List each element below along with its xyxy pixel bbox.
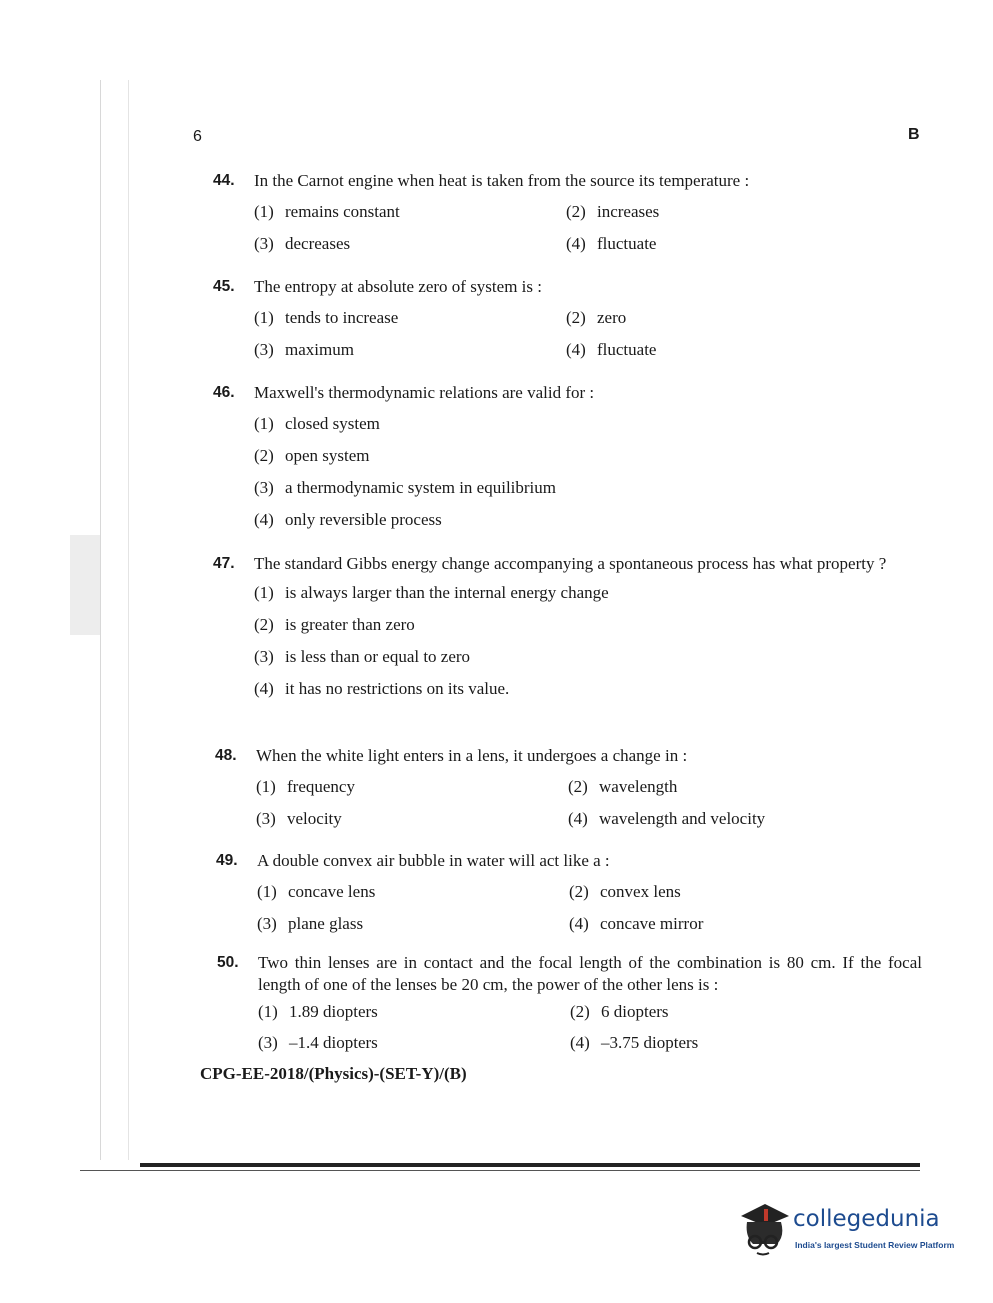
option-4: (4) fluctuate [566, 234, 657, 253]
graduate-mascot-icon [735, 1196, 791, 1258]
question-45 [213, 276, 918, 372]
paper-code: CPG-EE-2018/(Physics)-(SET-Y)/(B) [200, 1064, 467, 1083]
footer-rule [140, 1163, 920, 1167]
question-text: The entropy at absolute zero of system is : [254, 277, 542, 296]
question-44 [213, 170, 918, 266]
question-number: 46. [213, 384, 235, 401]
scan-margin-line [100, 80, 101, 1160]
question-number: 48. [215, 747, 237, 764]
question-text: Maxwell's thermodynamic relations are valid for : [254, 383, 595, 402]
question-number: 49. [216, 852, 238, 869]
collegedunia-watermark [735, 1196, 965, 1261]
option-4: (4) only reversible process [254, 510, 442, 529]
set-mark: B [908, 126, 920, 143]
question-46 [213, 382, 918, 542]
question-number: 50. [217, 954, 239, 971]
question-number: 45. [213, 278, 235, 295]
question-48 [215, 745, 920, 841]
scan-margin-line [128, 80, 129, 1160]
question-47 [213, 553, 918, 711]
page-number: 6 [193, 128, 202, 145]
option-3: (3) decreases [254, 234, 351, 253]
option-1: (1) tends to increase [254, 308, 399, 327]
footer-rule-thin [80, 1170, 920, 1171]
question-number: 47. [213, 555, 235, 572]
option-3: (3) velocity [256, 809, 342, 828]
option-1: (1) 1.89 diopters [258, 1002, 378, 1021]
option-4: (4) wavelength and velocity [568, 809, 766, 828]
question-number: 44. [213, 172, 235, 189]
question-text: The standard Gibbs energy change accompanying a spontaneous process has what property ? [254, 554, 887, 573]
option-1: (1) is always larger than the internal energy change [254, 583, 609, 602]
option-4: (4) –3.75 diopters [570, 1033, 699, 1052]
option-1: (1) frequency [256, 777, 355, 796]
option-3: (3) plane glass [257, 914, 364, 933]
option-3: (3) –1.4 diopters [258, 1033, 378, 1052]
option-2: (2) wavelength [568, 777, 678, 796]
option-2: (2) open system [254, 446, 370, 465]
option-2: (2) zero [566, 308, 627, 327]
option-4: (4) concave mirror [569, 914, 704, 933]
option-2: (2) increases [566, 202, 660, 221]
question-49 [216, 850, 921, 946]
option-2: (2) convex lens [569, 882, 681, 901]
option-4: (4) it has no restrictions on its value. [254, 679, 510, 698]
option-3: (3) is less than or equal to zero [254, 647, 471, 666]
option-2: (2) 6 diopters [570, 1002, 669, 1021]
brand-name: collegedunia [793, 1206, 940, 1232]
question-50 [217, 952, 922, 1065]
question-text: In the Carnot engine when heat is taken from the source its temperature : [254, 171, 750, 190]
option-1: (1) closed system [254, 414, 380, 433]
option-2: (2) is greater than zero [254, 615, 415, 634]
question-text: When the white light enters in a lens, it undergoes a change in : [256, 746, 688, 765]
option-1: (1) remains constant [254, 202, 400, 221]
option-3: (3) a thermodynamic system in equilibrium [254, 478, 557, 497]
question-text: A double convex air bubble in water will act like a : [257, 851, 610, 870]
option-3: (3) maximum [254, 340, 354, 359]
brand-tagline: India's largest Student Review Platform [795, 1240, 955, 1250]
option-4: (4) fluctuate [566, 340, 657, 359]
scan-margin-shadow [70, 535, 100, 635]
question-text: Two thin lenses are in contact and the focal length of the combination is 80 cm. If the focal length of one of the lenses be 20 cm, the power of the other lens is : [258, 953, 922, 994]
option-1: (1) concave lens [257, 882, 376, 901]
